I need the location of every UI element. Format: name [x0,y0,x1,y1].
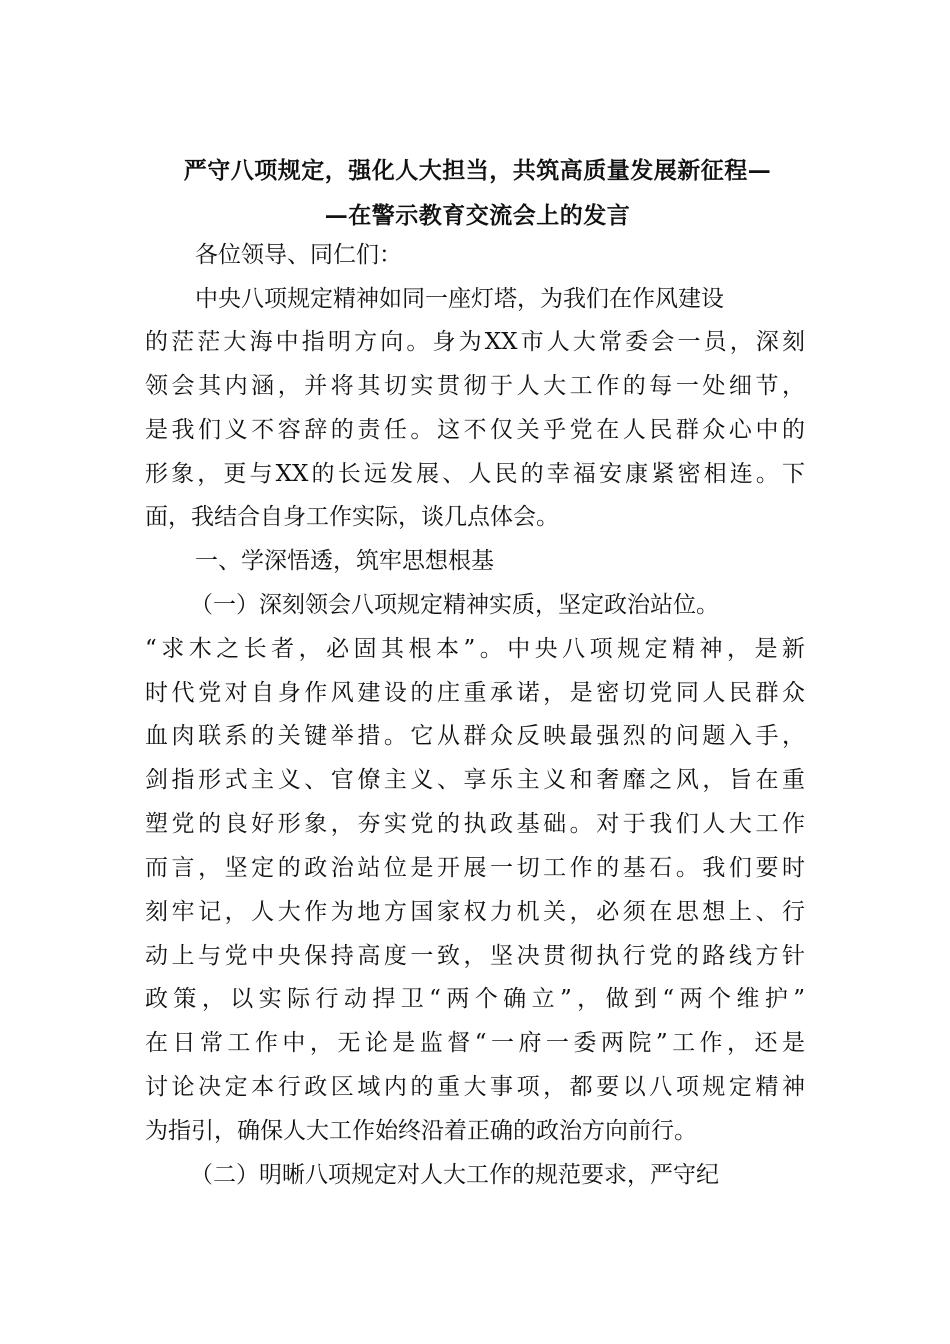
paragraph-line: 在日常工作中，无论是监督“一府一委两院”工作，还是 [145,1030,805,1056]
paragraph-line: 而言，坚定的政治站位是开展一切工作的基石。我们要时 [145,855,805,881]
paragraph-line: 的茫茫大海中指明方向。身为XX市人大常委会一员，深刻 [145,329,805,355]
paragraph-line: 讨论决定本行政区域内的重大事项，都要以八项规定精神 [145,1074,805,1100]
paragraph-line: 塑党的良好形象，夯实党的执政基础。对于我们人大工作 [145,811,805,837]
title-line-1: 严守八项规定，强化人大担当，共筑高质量发展新征程— [183,157,772,184]
section-heading: 一、学深悟透，筑牢思想根基 [195,548,494,574]
subsection-heading: （一）深刻领会八项规定精神实质，坚定政治站位。 [190,592,719,618]
greeting: 各位领导、同仁们： [195,242,402,268]
paragraph-line: 血肉联系的关键举措。它从群众反映最强烈的问题入手， [145,723,805,749]
paragraph-line: “求木之长者，必固其根本”。中央八项规定精神，是新 [145,636,805,662]
subsection-heading: （二）明晰八项规定对人大工作的规范要求，严守纪 [190,1162,719,1188]
title-line-2: —在警示教育交流会上的发言 [324,202,631,229]
paragraph-line: 形象，更与XX的长远发展、人民的幸福安康紧密相连。下 [145,461,805,487]
paragraph-line: 刻牢记，人大作为地方国家权力机关，必须在思想上、行 [145,899,805,925]
paragraph-line: 是我们义不容辞的责任。这不仅关乎党在人民群众心中的 [145,417,805,443]
paragraph-line: 剑指形式主义、官僚主义、享乐主义和奢靡之风，旨在重 [145,767,805,793]
paragraph-line: 面，我结合自身工作实际，谈几点体会。 [145,504,559,530]
paragraph-line: 动上与党中央保持高度一致，坚决贯彻执行党的路线方针 [145,943,805,969]
paragraph-line: 时代党对自身作风建设的庄重承诺，是密切党同人民群众 [145,680,805,706]
paragraph-line: 为指引，确保人大工作始终沿着正确的政治方向前行。 [145,1118,697,1144]
paragraph-line: 领会其内涵，并将其切实贯彻于人大工作的每一处细节， [145,373,805,399]
paragraph-line: 中央八项规定精神如同一座灯塔，为我们在作风建设 [195,286,724,312]
paragraph-line: 政策，以实际行动捍卫“两个确立”，做到“两个维护” [145,986,805,1012]
